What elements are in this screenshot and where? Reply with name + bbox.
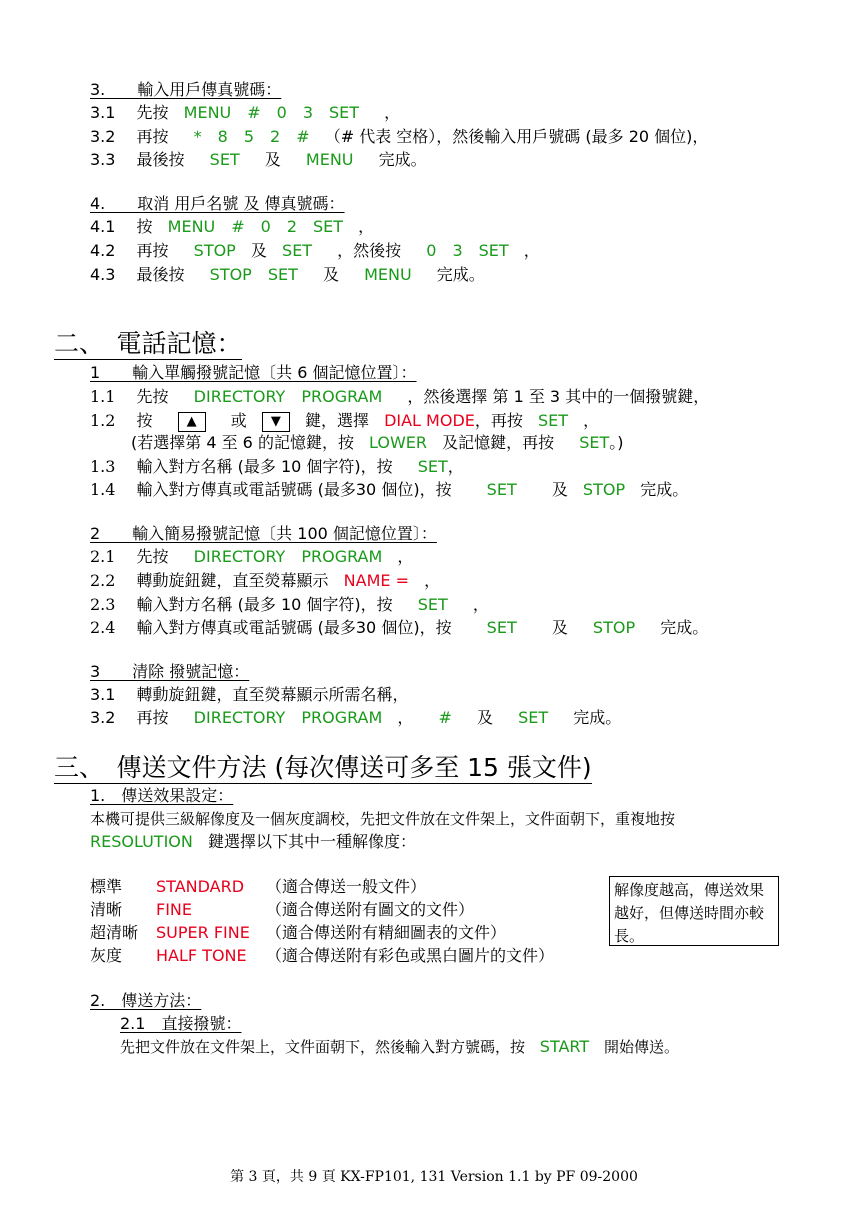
down-arrow-key-icon: ▼ [262,412,290,432]
step-4-3: 4.3 最後按 STOP SET 及 MENU 完成。 [90,265,485,284]
ch3-sub2-1-heading: 2.1 直接撥號： [120,1014,242,1033]
ch3-paragraph-line-1: 本機可提供三級解像度及一個灰度調校，先把文件放在文件架上，文件面朝下，重複地按 [90,810,676,828]
ch2-item-2-1: 2.1 先按 DIRECTORY PROGRAM ， [90,547,414,566]
ch2-item-1-2-note: (若選擇第 4 至 6 的記憶鍵，按 LOWER 及記憶鍵，再按 SET。) [131,433,624,452]
up-arrow-key-icon: ▲ [178,412,206,432]
ch2-item-2-3: 2.3 輸入對方名稱 (最多 10 個字符)，按 SET ， [90,595,489,614]
step-3-1: 3.1 先按 MENU # 0 3 SET ， [90,103,401,122]
ch2-sub2-heading: 2 輸入簡易撥號記憶〔共 100 個記憶位置〕： [90,524,437,543]
chapter-2-title: 二、 電話記憶： [54,329,242,358]
ch2-sub1-heading: 1 輸入單觸撥號記憶〔共 6 個記憶位置〕： [90,363,417,382]
step-4-2: 4.2 再按 STOP 及 SET ，然後按 0 3 SET ， [90,241,540,260]
ch2-item-3-1: 3.1 轉動旋鈕鍵，直至熒幕顯示所需名稱， [90,685,409,704]
section-3-heading: 3. 輸入用戶傳真號碼： [90,80,282,99]
resolution-mode-super-fine: 超清晰 SUPER FINE （適合傳送附有精細圖表的文件） [90,923,507,942]
ch3-paragraph-line-2: RESOLUTION 鍵選擇以下其中一種解像度： [90,832,416,851]
ch2-item-1-2: 1.2 按 ▲ 或 ▼ 鍵，選擇 DIAL MODE，再按 SET ， [90,411,600,430]
step-4-1: 4.1 按 MENU # 0 2 SET ， [90,217,375,236]
ch2-item-1-4: 1.4 輸入對方傳真或電話號碼 (最多30 個位)，按 SET 及 STOP 完成。 [90,480,689,499]
section-4-heading: 4. 取消 用戶名號 及 傳真號碼： [90,194,345,213]
ch3-sub2-heading: 2. 傳送方法： [90,991,202,1010]
page-footer: 第 3 頁，共 9 頁 KX-FP101, 131 Version 1.1 by PF 09-2000 [230,1169,638,1185]
ch3-sub1-heading: 1. 傳送效果設定： [90,786,234,805]
resolution-note-box: 解像度越高，傳送效果越好，但傳送時間亦較長。 [609,876,779,946]
step-3-2: 3.2 再按 * 8 5 2 # （# 代表 空格），然後輸入用戶號碼 (最多 20 個位)， [90,127,709,146]
ch2-sub3-heading: 3 清除 撥號記憶： [90,662,250,681]
ch2-item-1-1: 1.1 先按 DIRECTORY PROGRAM ，然後選擇 第 1 至 3 其中的一個撥號鍵， [90,387,710,406]
ch2-item-1-3: 1.3 輸入對方名稱 (最多 10 個字符)，按 SET， [90,457,464,476]
ch3-sub2-1-text: 先把文件放在文件架上，文件面朝下，然後輸入對方號碼，按 START 開始傳送。 [120,1037,679,1056]
step-3-3: 3.3 最後按 SET 及 MENU 完成。 [90,150,427,169]
ch2-item-2-2: 2.2 轉動旋鈕鍵，直至熒幕顯示 NAME = ， [90,571,441,590]
resolution-mode-fine: 清晰 FINE （適合傳送附有圖文的文件） [90,900,475,919]
resolution-mode-standard: 標準 STANDARD （適合傳送一般文件） [90,877,427,896]
ch2-item-2-4: 2.4 輸入對方傳真或電話號碼 (最多30 個位)，按 SET 及 STOP 完成。 [90,618,709,637]
chapter-3-title: 三、 傳送文件方法 (每次傳送可多至 15 張文件) [54,753,592,782]
ch2-item-3-2: 3.2 再按 DIRECTORY PROGRAM ， # 及 SET 完成。 [90,708,622,727]
resolution-mode-half-tone: 灰度 HALF TONE （適合傳送附有彩色或黑白圖片的文件） [90,946,555,965]
